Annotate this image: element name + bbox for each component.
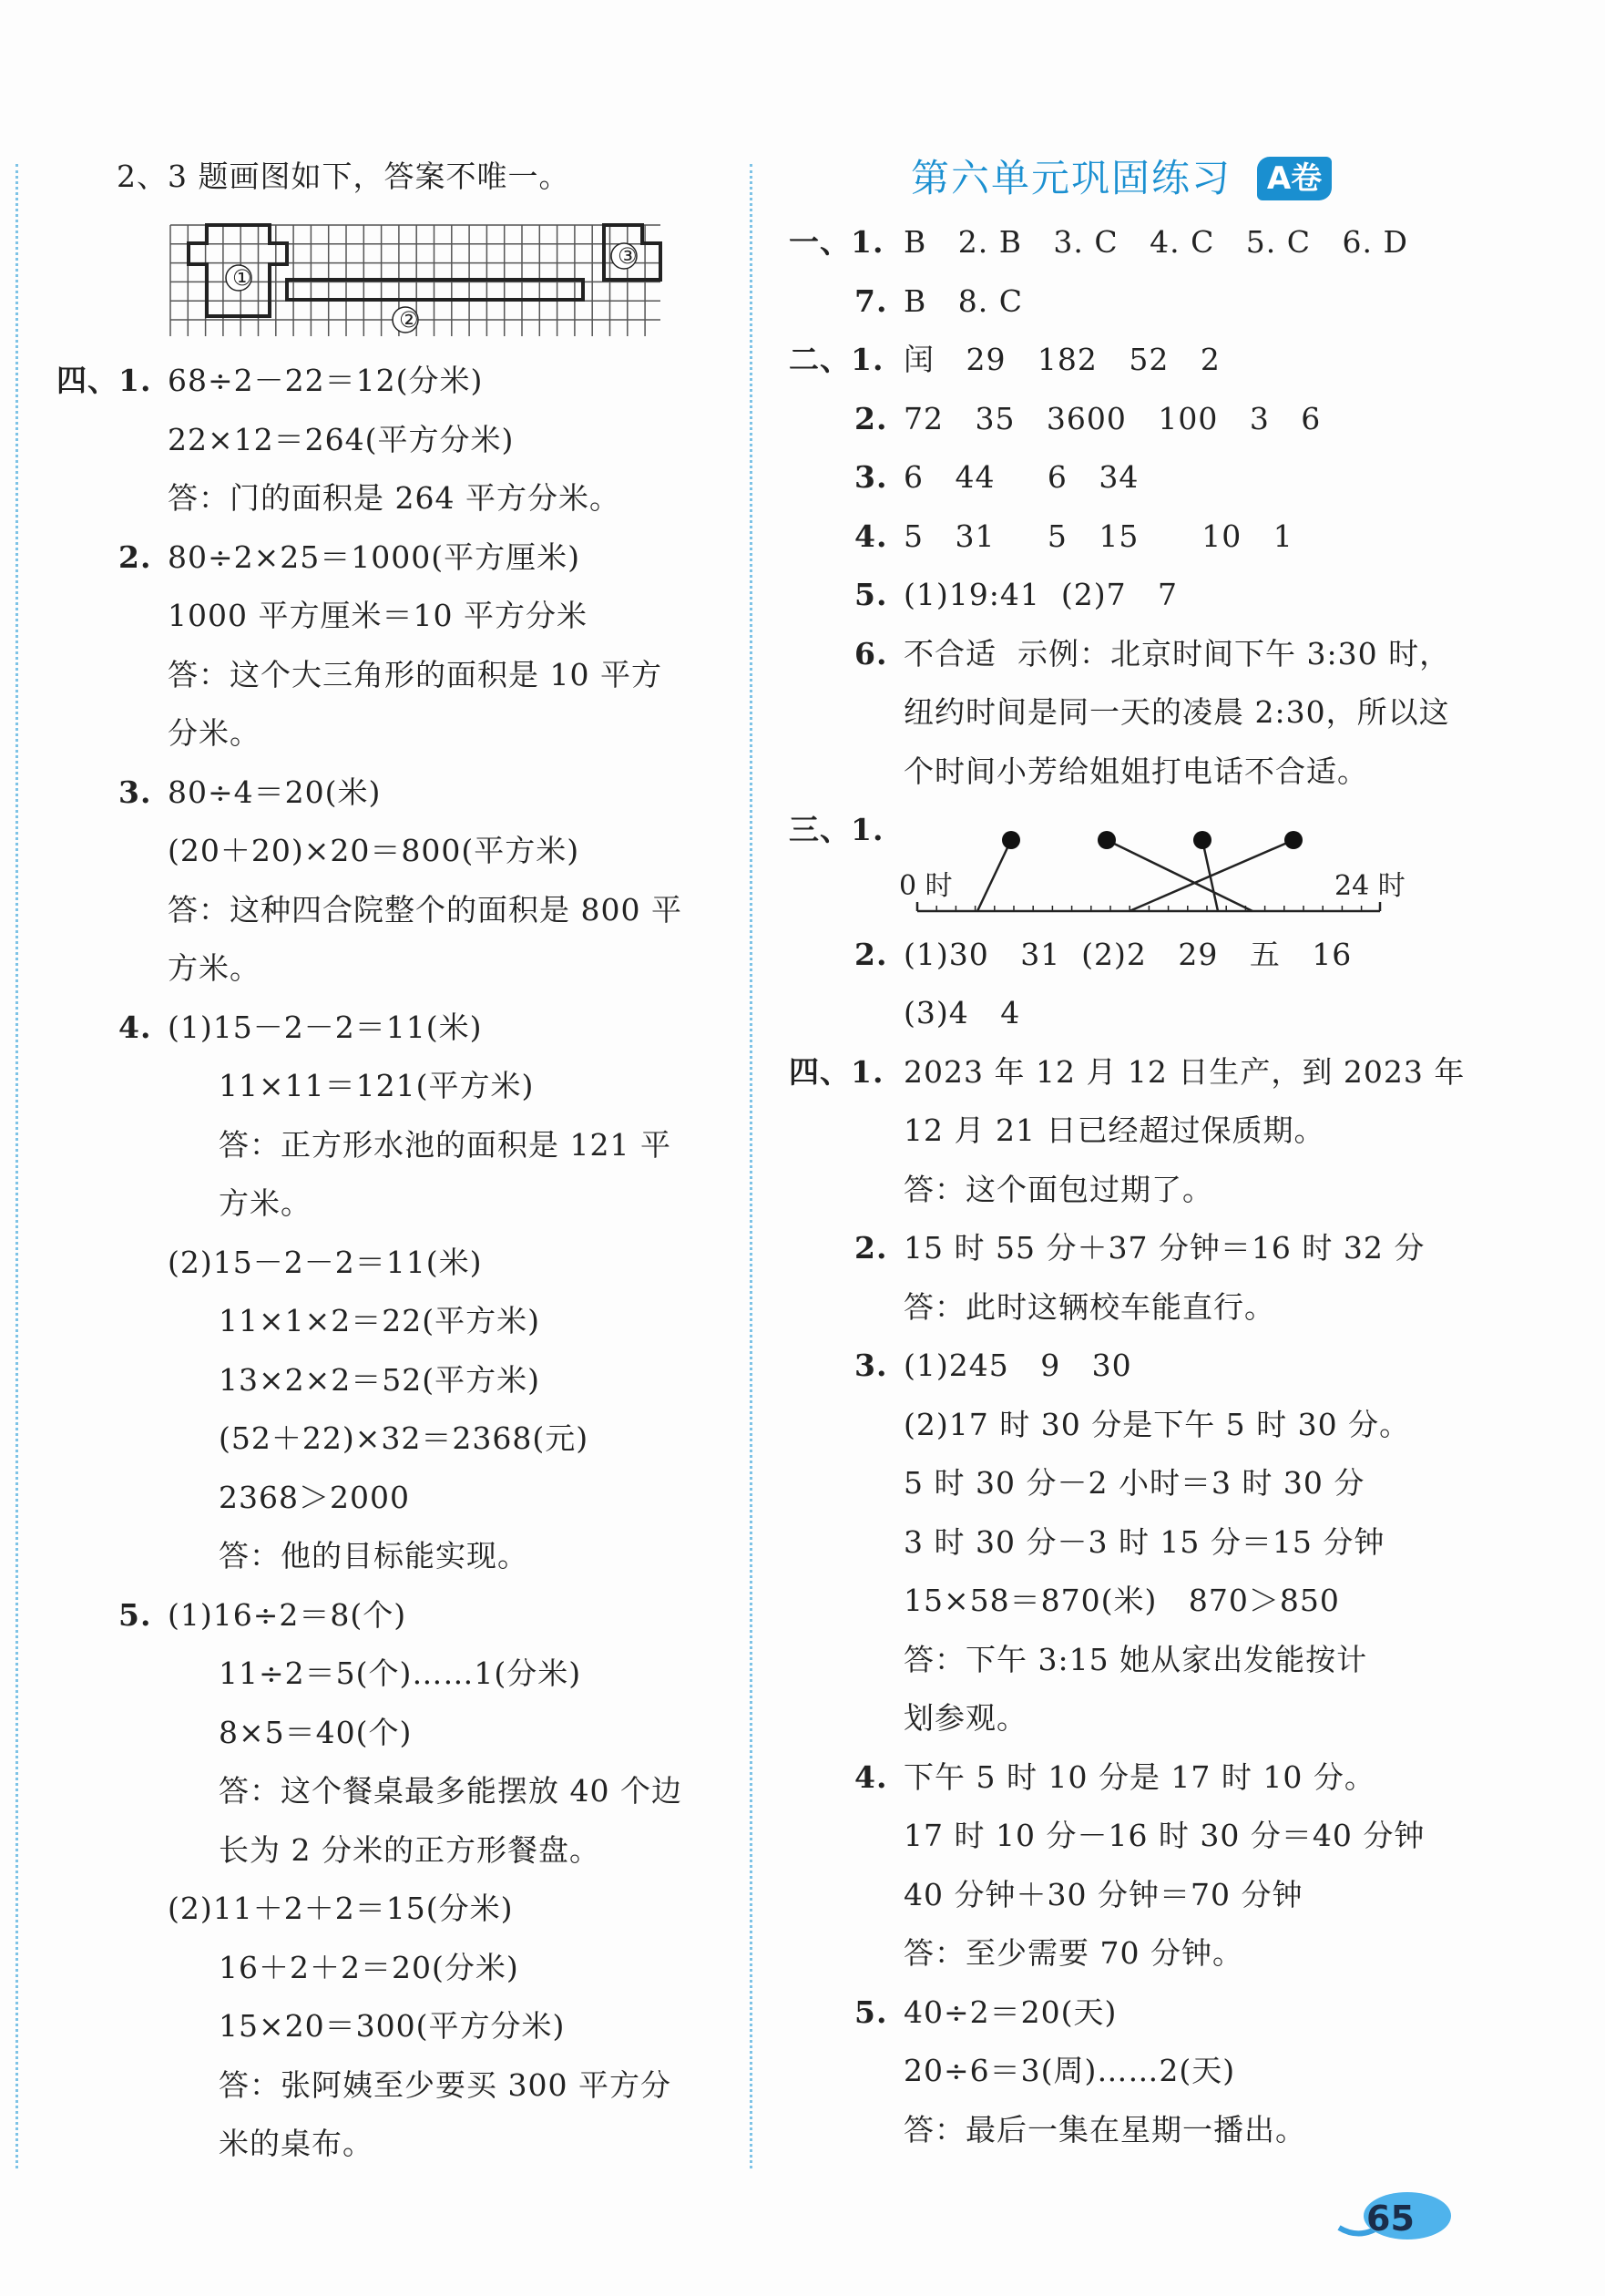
left-answer-text: 80÷4＝20(米) [168, 774, 382, 810]
left-question-number: 3. [118, 774, 152, 810]
left-answer-text: 答：张阿姨至少要买 300 平方分 [219, 2066, 671, 2103]
left-answer-text: 方米。 [168, 950, 261, 986]
left-answer-text: 答：他的目标能实现。 [219, 1538, 528, 1573]
grid-label-3: ③ [618, 243, 638, 269]
left-answer-text: 2368＞2000 [219, 1479, 410, 1515]
left-answer-text: 答：这个大三角形的面积是 10 平方 [168, 656, 662, 692]
left-question-number: 四、1. [56, 363, 152, 398]
right-question-number: 二、1. [789, 342, 884, 377]
timeline-figure [897, 820, 1416, 929]
right-answer-text: 答：这个面包过期了。 [904, 1171, 1213, 1207]
left-answer-text: (1)15－2－2＝11(米) [168, 1009, 483, 1045]
right-answer-text: 72 35 3600 100 3 6 [904, 400, 1322, 436]
left-answer-text: 8×5＝40(个) [219, 1714, 413, 1750]
right-answer-text: (2)17 时 30 分是下午 5 时 30 分。 [904, 1406, 1411, 1442]
right-answer-text: 闰 29 182 52 2 [904, 342, 1221, 377]
right-answer-text: 答：此时这辆校车能直行。 [904, 1288, 1275, 1325]
left-answer-text: 1000 平方厘米＝10 平方分米 [168, 598, 588, 633]
right-answer-text: 答：最后一集在星期一播出。 [904, 2111, 1306, 2147]
left-margin-divider [15, 164, 18, 2168]
right-answer-text: 5 31 5 15 10 1 [904, 518, 1293, 554]
right-answer-text: 15 时 55 分＋37 分钟＝16 时 32 分 [904, 1230, 1426, 1266]
left-answer-text: 答：这个餐桌最多能摆放 40 个边 [219, 1773, 682, 1809]
left-answer-text: 22×12＝264(平方分米) [168, 421, 515, 457]
left-answer-text: 方米。 [219, 1185, 312, 1221]
left-question-number: 4. [118, 1009, 152, 1045]
volume-badge: A卷 [1257, 157, 1332, 200]
left-answer-text: 11÷2＝5(个)……1(分米) [219, 1655, 582, 1691]
right-answer-text: B 8. C [904, 282, 1023, 319]
shape-2-outline [287, 280, 583, 300]
left-question-number: 2. [118, 538, 152, 575]
left-answer-text: 11×1×2＝22(平方米) [219, 1303, 541, 1338]
left-answer-text: 11×11＝121(平方米) [219, 1068, 535, 1103]
right-question-number: 3. [854, 1348, 888, 1383]
left-answer-text: (1)16÷2＝8(个) [168, 1596, 407, 1633]
left-answer-text: 16＋2＋2＝20(分米) [219, 1949, 519, 1985]
right-answer-text: 2023 年 12 月 12 日生产，到 2023 年 [904, 1053, 1466, 1090]
right-answer-text: (1)19:41 (2)7 7 [904, 577, 1179, 612]
right-question-number: 6. [854, 635, 888, 671]
right-question-number: 5. [854, 577, 888, 612]
left-answer-text: 分米。 [168, 715, 261, 751]
right-answer-text: 40÷2＝20(天) [904, 1994, 1118, 2030]
right-answer-text: 不合适 示例：北京时间下午 3:30 时， [904, 635, 1451, 671]
right-question-number: 三、1. [789, 812, 884, 847]
right-question-number: 7. [854, 282, 888, 319]
page-number: 65 [1366, 2199, 1415, 2239]
right-answer-text: 5 时 30 分－2 小时＝3 时 30 分 [904, 1465, 1365, 1501]
timeline-dot [1284, 831, 1303, 849]
left-answer-text: 15×20＝300(平方分米) [219, 2008, 566, 2044]
timeline-dot [1098, 831, 1116, 849]
left-answer-text: 68÷2－22＝12(分米) [168, 363, 484, 398]
section-title: 第六单元巩固练习 [911, 156, 1232, 200]
right-answer-text: 12 月 21 日已经超过保质期。 [904, 1112, 1325, 1148]
column-divider [750, 164, 752, 2168]
right-answer-text: 20÷6＝3(周)……2(天) [904, 2053, 1236, 2088]
right-answer-text: 答：至少需要 70 分钟。 [904, 1935, 1243, 1971]
right-question-number: 5. [854, 1994, 888, 2030]
right-answer-text: (1)245 9 30 [904, 1348, 1132, 1383]
timeline-start-label: 0 时 [899, 870, 953, 902]
left-answer-text: 米的桌布。 [219, 2126, 373, 2161]
timeline-dot [1193, 831, 1211, 849]
right-question-number: 4. [854, 518, 888, 554]
right-question-number: 一、1. [789, 224, 884, 260]
right-answer-text: 15×58＝870(米) 870＞850 [904, 1583, 1340, 1618]
left-answer-text: (52＋22)×32＝2368(元) [219, 1420, 589, 1456]
right-answer-text: 3 时 30 分－3 时 15 分＝15 分钟 [904, 1523, 1385, 1560]
left-answer-text: 答：门的面积是 264 平方分米。 [168, 480, 620, 516]
grid-intro: 2、3 题画图如下，答案不唯一。 [117, 159, 570, 194]
left-answer-text: 80÷2×25＝1000(平方厘米) [168, 538, 581, 575]
grid-figure [169, 223, 665, 340]
grid-label-1: ① [232, 265, 252, 291]
right-question-number: 3. [854, 459, 888, 495]
right-answer-text: 答：下午 3:15 她从家出发能按计 [904, 1641, 1368, 1677]
timeline-dot [1002, 831, 1020, 849]
right-answer-text: 17 时 10 分－16 时 30 分＝40 分钟 [904, 1818, 1426, 1853]
left-answer-text: 答：正方形水池的面积是 121 平 [219, 1126, 671, 1163]
right-question-number: 2. [854, 936, 888, 972]
right-answer-text: 划参观。 [904, 1700, 1027, 1736]
left-answer-text: (2)11＋2＋2＝15(分米) [168, 1891, 514, 1926]
grid-label-2: ② [399, 307, 419, 333]
right-question-number: 4. [854, 1758, 888, 1795]
right-answer-text: 40 分钟＋30 分钟＝70 分钟 [904, 1876, 1303, 1912]
left-question-number: 5. [118, 1596, 152, 1633]
right-question-number: 四、1. [789, 1053, 884, 1090]
right-question-number: 2. [854, 1230, 888, 1266]
right-answer-text: 6 44 6 34 [904, 459, 1140, 495]
right-answer-text: 个时间小芳给姐姐打电话不合适。 [904, 753, 1368, 789]
right-answer-text: B 2. B 3. C 4. C 5. C 6. D [904, 224, 1408, 260]
left-answer-text: 长为 2 分米的正方形餐盘。 [219, 1831, 600, 1868]
right-answer-text: (3)4 4 [904, 995, 1021, 1030]
right-answer-text: 纽约时间是同一天的凌晨 2:30，所以这 [904, 694, 1450, 730]
right-answer-text: (1)30 31 (2)2 29 五 16 [904, 936, 1353, 972]
left-answer-text: (20＋20)×20＝800(平方米) [168, 833, 580, 868]
right-question-number: 2. [854, 400, 888, 436]
left-answer-text: 13×2×2＝52(平方米) [219, 1361, 541, 1398]
left-answer-text: (2)15－2－2＝11(米) [168, 1244, 483, 1280]
timeline-end-label: 24 时 [1334, 870, 1406, 902]
right-answer-text: 下午 5 时 10 分是 17 时 10 分。 [904, 1758, 1375, 1795]
left-answer-text: 答：这种四合院整个的面积是 800 平 [168, 891, 682, 928]
